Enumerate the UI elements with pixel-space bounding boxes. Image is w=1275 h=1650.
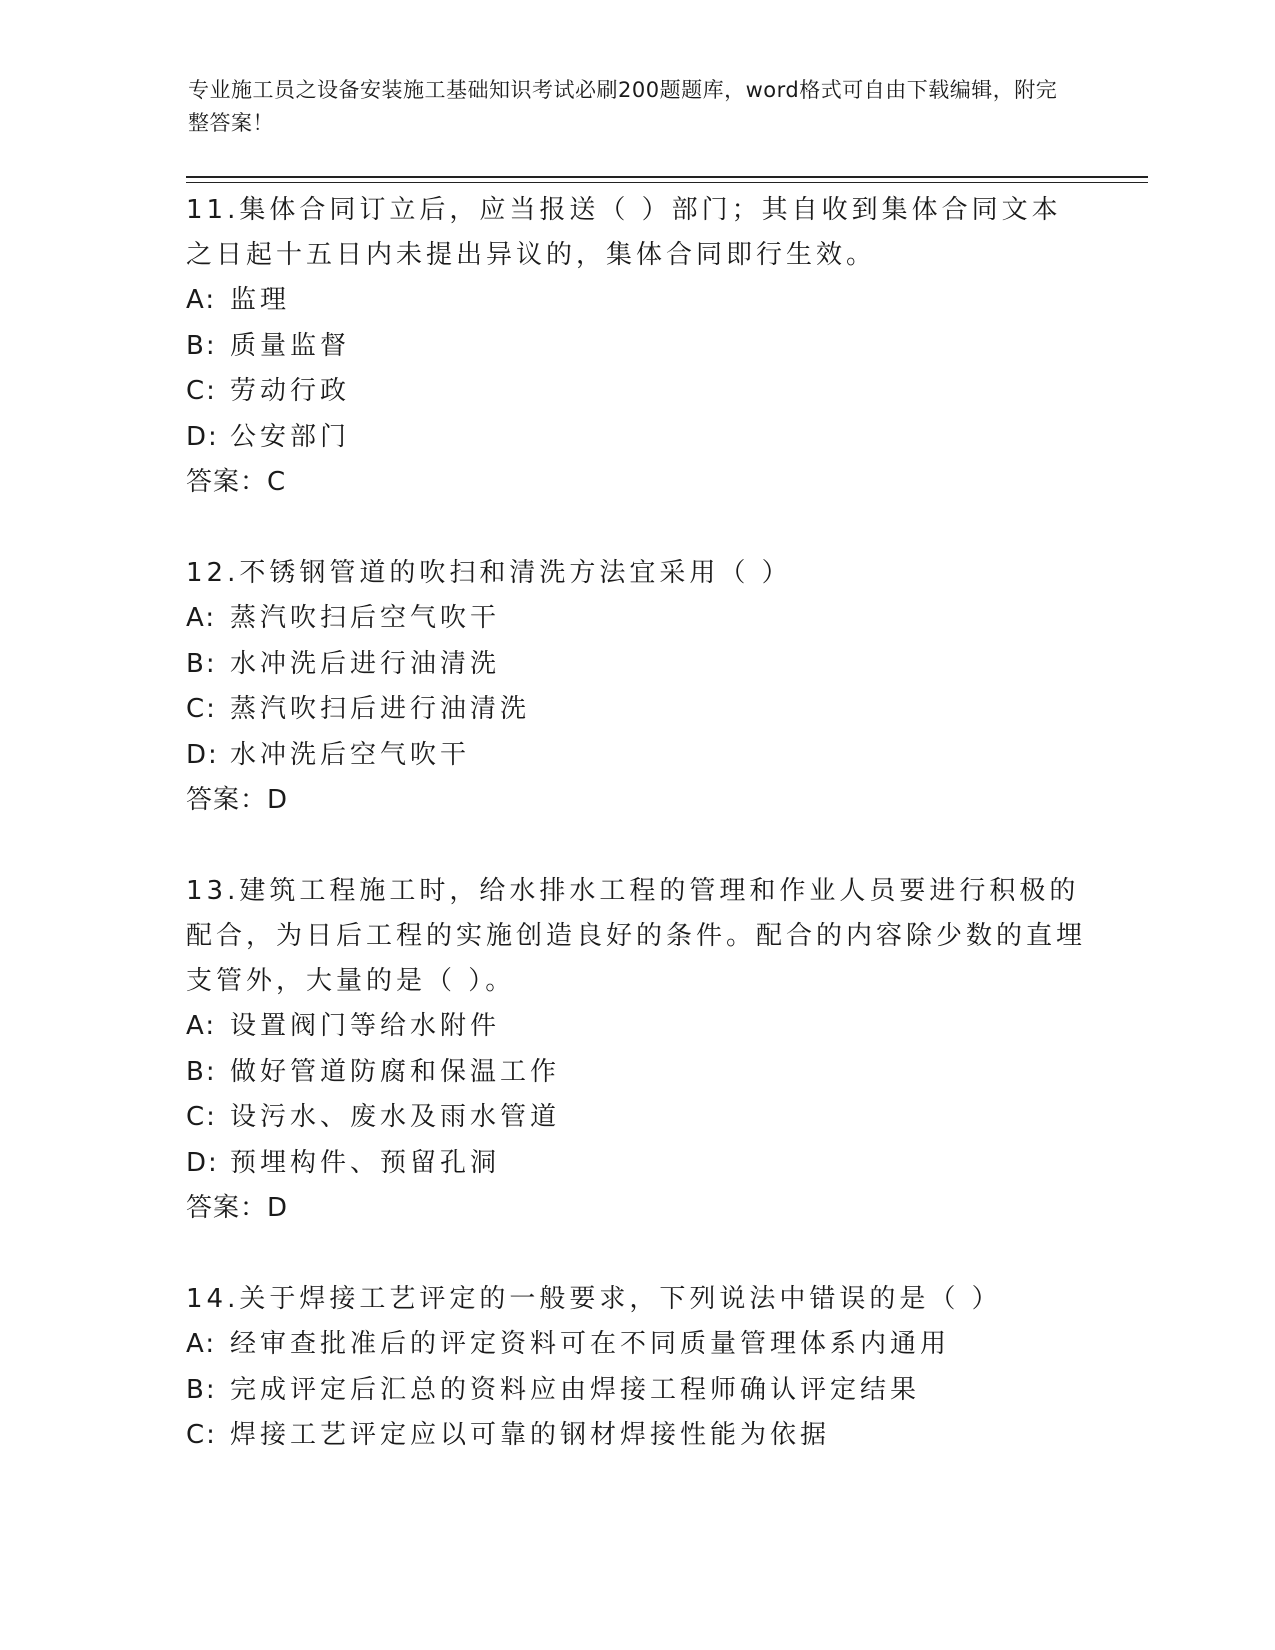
- question-stem: 12.不锈钢管道的吹扫和清洗方法宜采用（ ）: [186, 558, 792, 588]
- option-text: 焊接工艺评定应以可靠的钢材焊接性能为依据: [230, 1420, 831, 1450]
- option-letter: C:: [186, 1420, 217, 1450]
- option-letter: D:: [186, 421, 219, 452]
- option-a: [186, 1322, 1086, 1368]
- option-a: [186, 1004, 1086, 1050]
- option-letter: B:: [186, 648, 217, 679]
- question-12: [186, 551, 1086, 823]
- question-list: [186, 188, 1086, 1459]
- option-a: [186, 278, 1086, 324]
- question-stem: 11.集体合同订立后，应当报送（ ）部门；其自收到集体合同文本之日起十五日内未提出异议的，集体合同即行生效。: [186, 195, 1062, 270]
- option-text: 监理: [230, 285, 291, 315]
- header-divider-thin: [186, 182, 1148, 183]
- option-c: [186, 687, 1086, 733]
- option-letter: C:: [186, 376, 217, 406]
- question-spacer: [186, 1231, 1086, 1277]
- option-letter: B:: [186, 330, 217, 361]
- option-letter: A:: [186, 285, 217, 315]
- option-text: 预埋构件、预留孔洞: [230, 1147, 501, 1178]
- option-letter: C:: [186, 694, 217, 724]
- option-text: 蒸汽吹扫后空气吹干: [230, 603, 501, 633]
- document-header-title: 专业施工员之设备安装施工基础知识考试必刷200题题库，word格式可自由下载编辑，附完整答案！: [188, 78, 1058, 135]
- question-14: [186, 1277, 1086, 1459]
- option-letter: D:: [186, 1147, 219, 1178]
- option-text: 公安部门: [230, 421, 351, 452]
- option-text: 完成评定后汇总的资料应由焊接工程师确认评定结果: [230, 1374, 921, 1405]
- question-stem: 14.关于焊接工艺评定的一般要求，下列说法中错误的是（ ）: [186, 1284, 1002, 1314]
- option-text: 做好管道防腐和保温工作: [230, 1056, 561, 1087]
- header-divider-thick: [186, 176, 1148, 178]
- option-letter: A:: [186, 1329, 217, 1359]
- option-text: 质量监督: [230, 330, 351, 361]
- question-13: [186, 869, 1086, 1231]
- option-text: 经审查批准后的评定资料可在不同质量管理体系内通用: [230, 1329, 951, 1359]
- option-c: [186, 369, 1086, 415]
- option-text: 水冲洗后空气吹干: [230, 739, 471, 770]
- option-d: [186, 415, 1086, 461]
- option-text: 设污水、废水及雨水管道: [230, 1102, 561, 1132]
- question-spacer: [186, 505, 1086, 551]
- option-text: 劳动行政: [230, 376, 351, 406]
- option-letter: B:: [186, 1056, 217, 1087]
- answer-label: 答案：C: [186, 467, 287, 497]
- option-b: [186, 1368, 1086, 1414]
- question-11: [186, 188, 1086, 505]
- option-text: 设置阀门等给水附件: [230, 1011, 501, 1041]
- option-text: 水冲洗后进行油清洗: [230, 648, 501, 679]
- option-text: 蒸汽吹扫后进行油清洗: [230, 694, 531, 724]
- option-letter: B:: [186, 1374, 217, 1405]
- answer-label: 答案：D: [186, 1193, 289, 1223]
- option-b: [186, 642, 1086, 688]
- option-letter: C:: [186, 1102, 217, 1132]
- option-letter: D:: [186, 739, 219, 770]
- option-b: [186, 324, 1086, 370]
- option-c: [186, 1413, 1086, 1459]
- option-letter: A:: [186, 603, 217, 633]
- option-letter: A:: [186, 1011, 217, 1041]
- option-d: [186, 733, 1086, 779]
- option-d: [186, 1141, 1086, 1187]
- question-stem: 13.建筑工程施工时，给水排水工程的管理和作业人员要进行积极的配合，为日后工程的实施创造良好的条件。配合的内容除少数的直埋支管外，大量的是（ ）。: [186, 876, 1087, 996]
- option-c: [186, 1095, 1086, 1141]
- option-a: [186, 596, 1086, 642]
- question-spacer: [186, 823, 1086, 869]
- option-b: [186, 1050, 1086, 1096]
- answer-label: 答案：D: [186, 785, 289, 815]
